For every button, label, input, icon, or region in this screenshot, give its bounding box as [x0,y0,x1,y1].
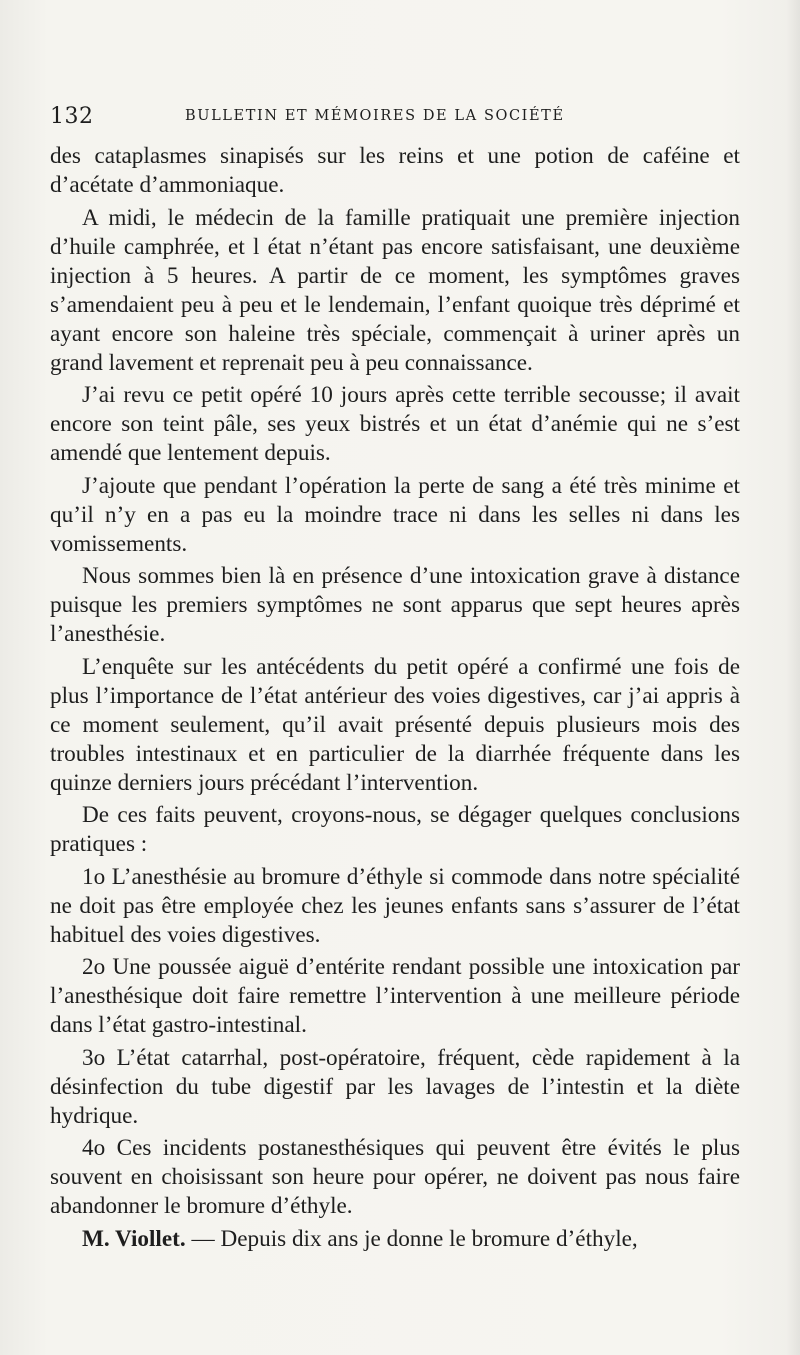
speaker-name: M. Viollet. [82,1225,186,1252]
speaker-paragraph [50,1225,740,1254]
paragraph-continuation: des cataplasmes sinapisés sur les reins et une potion de caféine et d’acétate d’ammoniaque. [50,143,740,198]
page-edge-shadow [786,0,800,1355]
page-number: 132 [50,104,94,129]
paragraph: J’ajoute que pendant l’opération la perte de sang a été très minime et qu’il n’y en a pas eu la moindre trace ni dans les selles ni dans les vomissements. [50,472,740,557]
conclusion-item-4: 4o Ces incidents postanesthésiques qui peuvent être évités le plus souvent en choisissant son heure pour opérer, ne doivent pas nous faire abandonner le bromure d’éthyle. [50,1135,740,1219]
conclusion-item-1: 1o L’anesthésie au bromure d’éthyle si commode dans notre spécialité ne doit pas être employée chez les jeunes enfants sans s’assurer de l’état habituel des voies digestives. [50,863,740,948]
paragraph: J’ai revu ce petit opéré 10 jours après cette terrible secousse; il avait encore son teint pâle, ses yeux bistrés et un état d’anémie qui ne s’est amendé que lentement depuis. [50,382,740,466]
running-head: BULLETIN ET MÉMOIRES DE LA SOCIÉTÉ [185,108,565,124]
body-text [50,142,740,1257]
conclusion-item-3: 3o L’état catarrhal, post-opératoire, fréquent, cède rapidement à la désinfection du tube digestif par les lavages de l’intestin et la diète hydrique. [50,1044,740,1129]
speaker-text: — Depuis dix ans je donne le bromure d’éthyle, [185,1225,638,1252]
paragraph: De ces faits peuvent, croyons-nous, se dégager quelques conclusions pratiques : [50,802,740,857]
paragraph: L’enquête sur les antécédents du petit opéré a confirmé une fois de plus l’importance de l’état antérieur des voies digestives, car j’ai appris à ce moment seulement, qu’il avait présenté depuis plusieurs mois des troubles intestinaux et en particulier de la diarrhée fréquente dans les quinze derniers jours précédant l’intervention. [50,653,740,796]
page-header [50,100,740,130]
paragraph: Nous sommes bien là en présence d’une intoxication grave à distance puisque les premiers symptômes ne sont apparus que sept heures après l’anesthésie. [50,563,740,647]
conclusion-item-2: 2o Une poussée aiguë d’entérite rendant possible une intoxication par l’anesthésique doit faire remettre l’intervention à une meilleure période dans l’état gastro-intestinal. [50,954,740,1038]
paragraph: A midi, le médecin de la famille pratiquait une première injection d’huile camphrée, et l état n’étant pas encore satisfaisant, une deuxième injection à 5 heures. A partir de ce moment, les symptômes graves s’amendaient peu à peu et le lendemain, l’enfant quoique très déprimé et ayant encore son haleine très spéciale, commençait à uriner après un grand lavement et reprenait peu à peu connaissance. [50,204,740,376]
